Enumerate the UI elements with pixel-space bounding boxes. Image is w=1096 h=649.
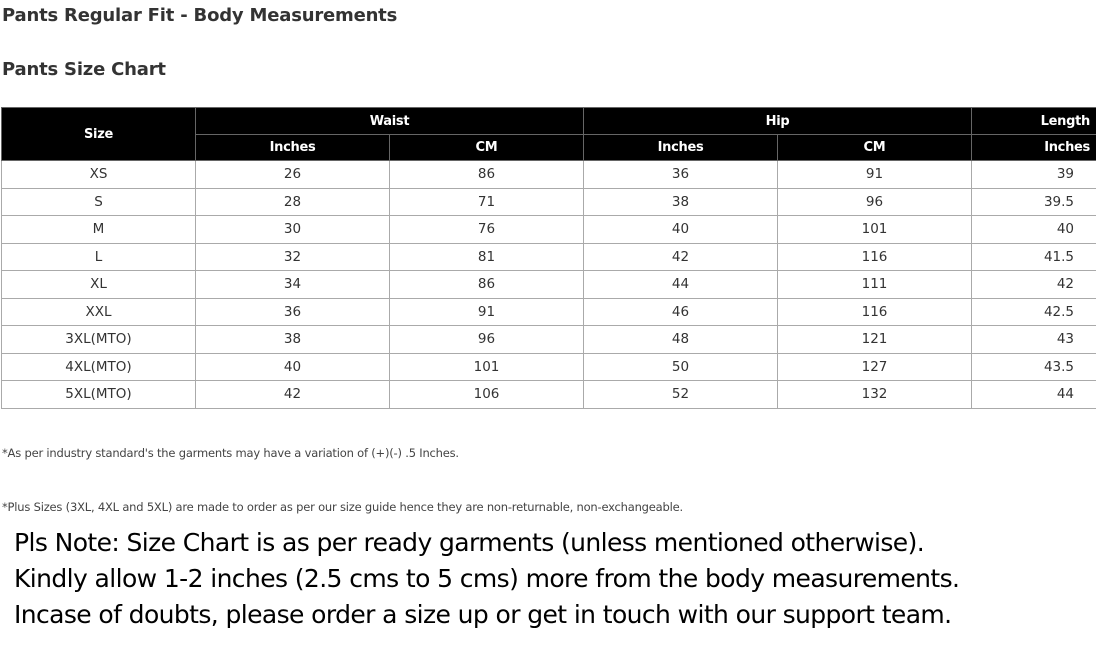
table-row xyxy=(2,271,1096,299)
waist-group-header: Waist xyxy=(196,108,584,135)
waist-cm-cell: 86 xyxy=(390,161,584,189)
size-cell: 4XL(MTO) xyxy=(2,353,196,381)
hip-group-header: Hip xyxy=(584,108,972,135)
waist-inches-cell: 26 xyxy=(196,161,390,189)
hip-cm-cell: 111 xyxy=(778,271,972,299)
hip-cm-cell: 101 xyxy=(778,216,972,244)
size-column-header: Size xyxy=(2,108,196,161)
hip-cm-cell: 91 xyxy=(778,161,972,189)
table-row xyxy=(2,216,1096,244)
hip-cm-cell: 116 xyxy=(778,298,972,326)
size-cell: S xyxy=(2,188,196,216)
length-inches-cell: 42 xyxy=(972,271,1096,299)
waist-cm-cell: 71 xyxy=(390,188,584,216)
size-cell: XXL xyxy=(2,298,196,326)
hip-inches-cell: 48 xyxy=(584,326,778,354)
hip-inches-cell: 44 xyxy=(584,271,778,299)
size-cell: 3XL(MTO) xyxy=(2,326,196,354)
hip-inches-cell: 38 xyxy=(584,188,778,216)
chart-title: Pants Size Chart xyxy=(2,59,166,80)
size-cell: XL xyxy=(2,271,196,299)
hip-inches-cell: 40 xyxy=(584,216,778,244)
length-inches-cell: 44 xyxy=(972,381,1096,409)
hip-inches-cell: 36 xyxy=(584,161,778,189)
table-row xyxy=(2,243,1096,271)
waist-cm-cell: 81 xyxy=(390,243,584,271)
waist-inches-header: Inches xyxy=(196,135,390,161)
waist-inches-cell: 30 xyxy=(196,216,390,244)
length-inches-cell: 39 xyxy=(972,161,1096,189)
waist-cm-cell: 96 xyxy=(390,326,584,354)
waist-cm-cell: 86 xyxy=(390,271,584,299)
waist-inches-cell: 34 xyxy=(196,271,390,299)
waist-inches-cell: 28 xyxy=(196,188,390,216)
length-inches-cell: 42.5 xyxy=(972,298,1096,326)
waist-cm-cell: 91 xyxy=(390,298,584,326)
waist-inches-cell: 32 xyxy=(196,243,390,271)
notes-block xyxy=(14,525,959,633)
table-row xyxy=(2,353,1096,381)
table-row xyxy=(2,326,1096,354)
size-chart-table xyxy=(1,107,1096,409)
hip-inches-cell: 50 xyxy=(584,353,778,381)
page-title: Pants Regular Fit - Body Measurements xyxy=(2,5,398,26)
length-inches-cell: 40 xyxy=(972,216,1096,244)
note-line: Kindly allow 1-2 inches (2.5 cms to 5 cms) more from the body measurements. xyxy=(14,564,960,593)
hip-cm-cell: 121 xyxy=(778,326,972,354)
waist-cm-cell: 76 xyxy=(390,216,584,244)
hip-cm-header: CM xyxy=(778,135,972,161)
table-row xyxy=(2,161,1096,189)
note-line: Pls Note: Size Chart is as per ready garments (unless mentioned otherwise). xyxy=(14,528,925,557)
note-line: Incase of doubts, please order a size up or get in touch with our support team. xyxy=(14,600,952,629)
table-body xyxy=(2,161,1096,409)
size-cell: XS xyxy=(2,161,196,189)
size-cell: L xyxy=(2,243,196,271)
size-cell: M xyxy=(2,216,196,244)
hip-inches-header: Inches xyxy=(584,135,778,161)
hip-inches-cell: 46 xyxy=(584,298,778,326)
waist-inches-cell: 36 xyxy=(196,298,390,326)
hip-cm-cell: 116 xyxy=(778,243,972,271)
table-row xyxy=(2,298,1096,326)
length-inches-cell: 43.5 xyxy=(972,353,1096,381)
table-row xyxy=(2,188,1096,216)
footnote-plus-sizes: *Plus Sizes (3XL, 4XL and 5XL) are made to order as per our size guide hence they are non-returnable, non-exchangeable. xyxy=(2,500,683,514)
length-inches-cell: 41.5 xyxy=(972,243,1096,271)
waist-inches-cell: 42 xyxy=(196,381,390,409)
table-row xyxy=(2,381,1096,409)
hip-cm-cell: 96 xyxy=(778,188,972,216)
hip-cm-cell: 127 xyxy=(778,353,972,381)
waist-cm-cell: 106 xyxy=(390,381,584,409)
length-inches-header: Inches xyxy=(972,135,1096,161)
length-group-header: Length xyxy=(972,108,1096,135)
size-cell: 5XL(MTO) xyxy=(2,381,196,409)
waist-inches-cell: 40 xyxy=(196,353,390,381)
waist-cm-header: CM xyxy=(390,135,584,161)
hip-inches-cell: 42 xyxy=(584,243,778,271)
footnote-variation: *As per industry standard's the garments may have a variation of (+)(-) .5 Inches. xyxy=(2,446,459,460)
waist-inches-cell: 38 xyxy=(196,326,390,354)
length-inches-cell: 39.5 xyxy=(972,188,1096,216)
hip-cm-cell: 132 xyxy=(778,381,972,409)
waist-cm-cell: 101 xyxy=(390,353,584,381)
hip-inches-cell: 52 xyxy=(584,381,778,409)
length-inches-cell: 43 xyxy=(972,326,1096,354)
header-group-row xyxy=(2,108,1096,135)
